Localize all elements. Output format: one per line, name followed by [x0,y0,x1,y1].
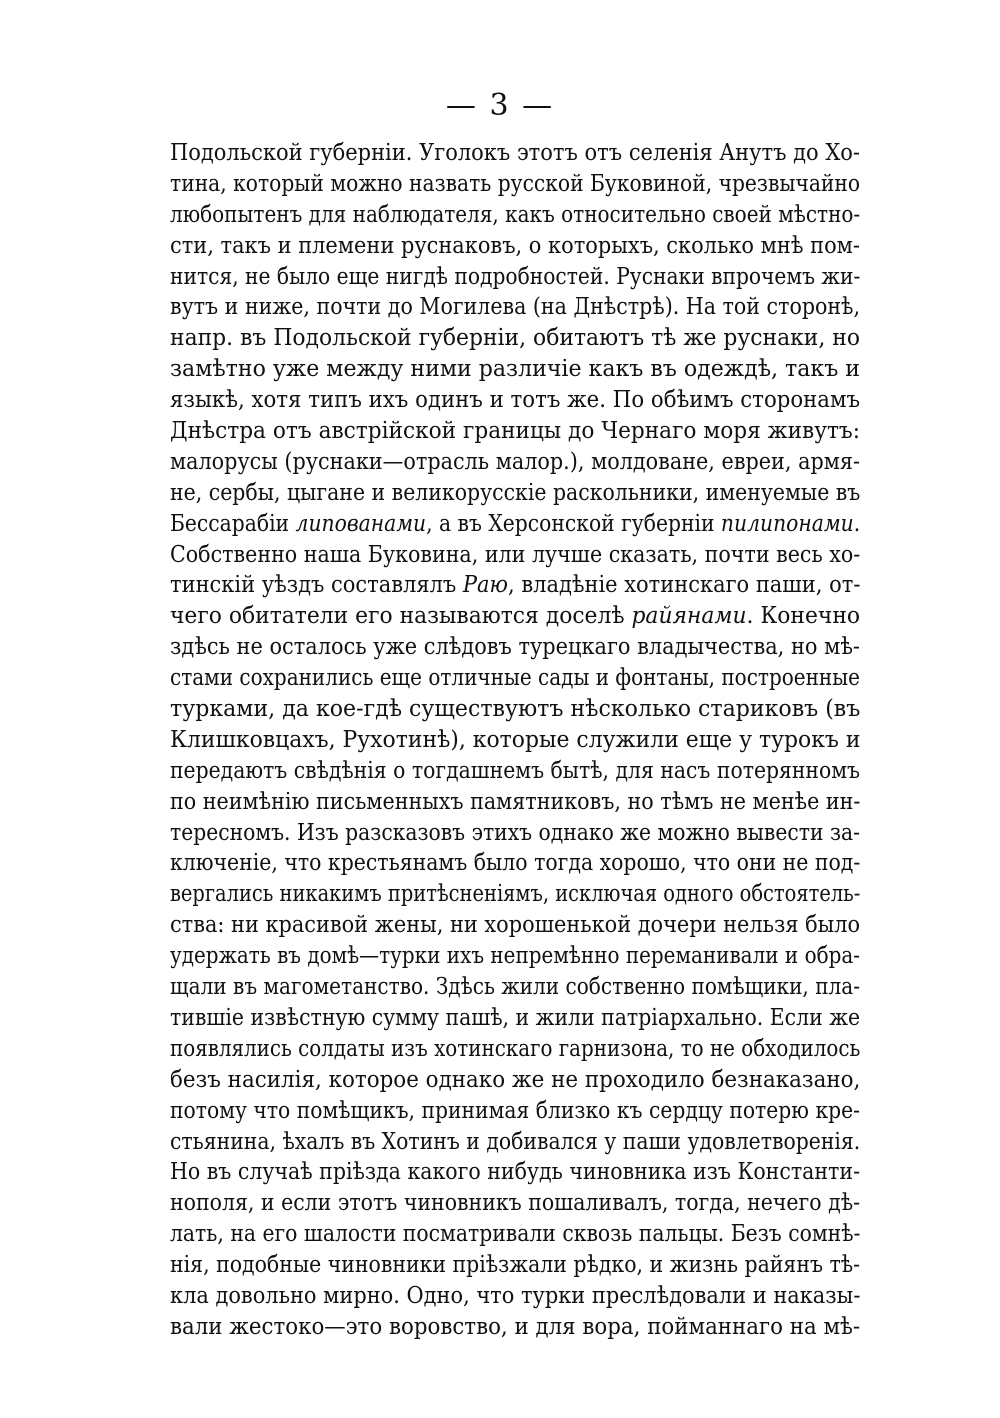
italic-term-rayyane: райянами [631,603,747,630]
text-line: удержать въ домѣ—турки ихъ непремѣнно переманивали и обра- [170,943,860,970]
text-line: вергались никакимъ притѣсненіямъ, исключая одного обстоятель- [170,881,861,908]
italic-term-lipovane: липованами [295,510,427,537]
italic-term-pilipony: пилипонами [720,510,854,537]
text-line: появлялись солдаты изъ хотинскаго гарнизона, то не обходилось [170,1035,861,1062]
text-line: здѣсь не осталось уже слѣдовъ турецкаго владычества, но мѣ- [170,634,860,661]
text-line: нится, не было еще нигдѣ подробностей. Руснаки впрочемъ жи- [170,263,861,290]
text-line: Но въ случаѣ пріѣзда какого нибудь чиновника изъ Константи- [170,1159,860,1186]
text-line: тившіе извѣстную сумму пашѣ, и жили патріархально. Если же [170,1004,861,1031]
text-line: тина, который можно назвать русской Буковиной, чрезвычайно [170,170,861,197]
text-segment: чего обитатели его называются доселѣ [170,603,632,630]
text-line: турками, да кое-гдѣ существуютъ нѣсколько стариковъ (въ [170,696,861,723]
text-line: нополя, и если этотъ чиновникъ пошаливалъ, тогда, нечего дѣ- [170,1190,860,1217]
text-line: нія, подобные чиновники пріѣзжали рѣдко, и жизнь райянъ тѣ- [170,1252,861,1279]
text-line: вали жестоко—это воровство, и для вора, пойманнаго на мѣ- [170,1313,861,1340]
text-line: по неимѣнію письменныхъ памятниковъ, но тѣмъ не менѣе ин- [170,788,861,815]
text-line: тересномъ. Изъ разсказовъ этихъ однако же можно вывести за- [170,819,860,846]
text-line: замѣтно уже между ними различіе какъ въ одеждѣ, такъ и [170,356,860,383]
text-line: напр. въ Подольской губерніи, обитаютъ тѣ же руснаки, но [170,325,860,352]
text-line: потому что помѣщикъ, принимая близко къ сердцу потерю кре- [170,1097,860,1124]
text-line: ства: ни красивой жены, ни хорошенькой дочери нельзя было [170,912,861,939]
text-segment: , владѣніе хотинскаго паши, от- [507,572,861,599]
text-line: передаютъ свѣдѣнія о тогдашнемъ бытѣ, для насъ потерянномъ [170,757,860,784]
text-line: не, сербы, цыгане и великорусскіе раскольники, именуемые въ [170,479,861,506]
text-line: кла довольно мирно. Одно, что турки преслѣдовали и наказы- [170,1282,861,1309]
text-segment: Бессарабіи [170,510,296,537]
text-segment: тинскій уѣздъ составлялъ [170,572,463,599]
text-segment: . [853,510,861,537]
page-number: — 3 — [445,88,555,123]
text-line-with-italics [170,509,860,540]
text-segment: . Конечно [746,603,861,630]
text-line: сти, такъ и племени руснаковъ, о которыхъ, сколько мнѣ пом- [170,232,860,259]
text-line: малорусы (руснаки—отрасль малор.), молдоване, евреи, армя- [170,448,860,475]
text-line: Подольской губерніи. Уголокъ этотъ отъ селенія Анутъ до Хо- [170,140,860,166]
text-line-with-italics [170,570,860,601]
text-line: щали въ магометанство. Здѣсь жили собственно помѣщики, пла- [170,974,860,1001]
text-line: любопытенъ для наблюдателя, какъ относительно своей мѣстно- [170,201,861,228]
text-line: Днѣстра отъ австрійской границы до Чернаго моря живутъ: [170,418,860,445]
body-text [170,138,860,1343]
text-line: стьянина, ѣхалъ въ Хотинъ и добивался у паши удовлетворенія. [170,1128,861,1155]
text-line: вутъ и ниже, почти до Могилева (на Днѣстрѣ). На той сторонѣ, [170,294,860,321]
text-line: Клишковцахъ, Рухотинѣ), которые служили еще у турокъ и [170,726,861,753]
text-line: языкѣ, хотя типъ ихъ одинъ и тотъ же. По обѣимъ сторонамъ [170,387,860,414]
italic-term-raya: Раю [462,572,508,599]
text-segment: , а въ Херсонской губерніи [426,510,721,537]
text-line: безъ насилія, которое однако же не проходило безнаказано, [170,1066,861,1093]
text-line-with-italics [170,601,860,632]
text-line: Собственно наша Буковина, или лучше сказать, почти весь хо- [170,541,861,568]
text-line: стами сохранились еще отличные сады и фонтаны, построенные [170,665,860,692]
text-line: ключеніе, что крестьянамъ было тогда хорошо, что они не под- [170,850,861,877]
text-line: лать, на его шалости посматривали сквозь пальцы. Безъ сомнѣ- [170,1221,861,1248]
